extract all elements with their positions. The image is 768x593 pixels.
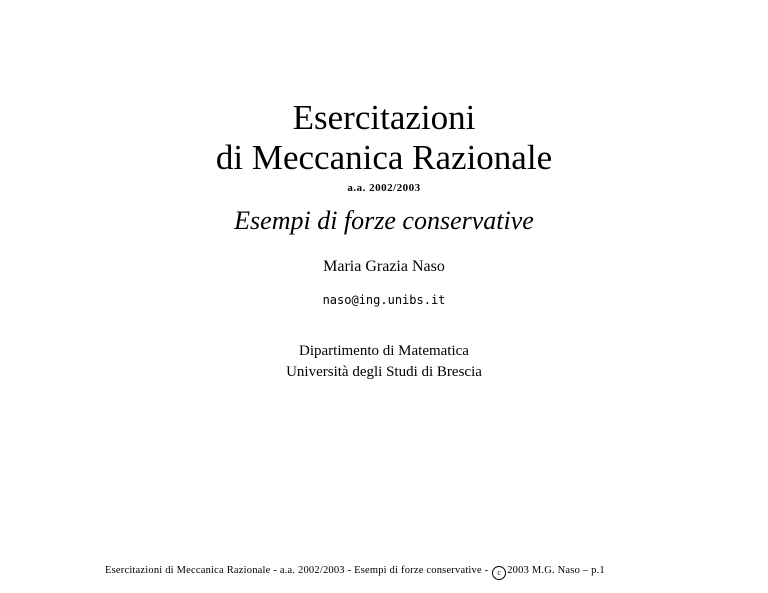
author-email: naso@ing.unibs.it (322, 293, 446, 307)
author-name: Maria Grazia Naso (323, 258, 445, 275)
slide-subtitle: Esempi di forze conservative (234, 206, 534, 235)
academic-year: a.a. 2002/2003 (347, 182, 421, 194)
footer-text: Esercitazioni di Meccanica Razionale - a.a. 2002/2003 - Esempi di forze conservative - (105, 565, 492, 576)
copyright-icon: c (492, 566, 506, 580)
footer-copyright-text: 2003 M.G. Naso – p.1 (507, 565, 605, 576)
title-line-1: Esercitazioni (292, 98, 476, 137)
university: Università degli Studi di Brescia (286, 364, 482, 380)
department: Dipartimento di Matematica (299, 343, 469, 359)
slide-title (0, 98, 768, 178)
affiliation (0, 341, 768, 383)
title-line-2: di Meccanica Razionale (215, 138, 553, 177)
slide-footer (105, 565, 605, 580)
